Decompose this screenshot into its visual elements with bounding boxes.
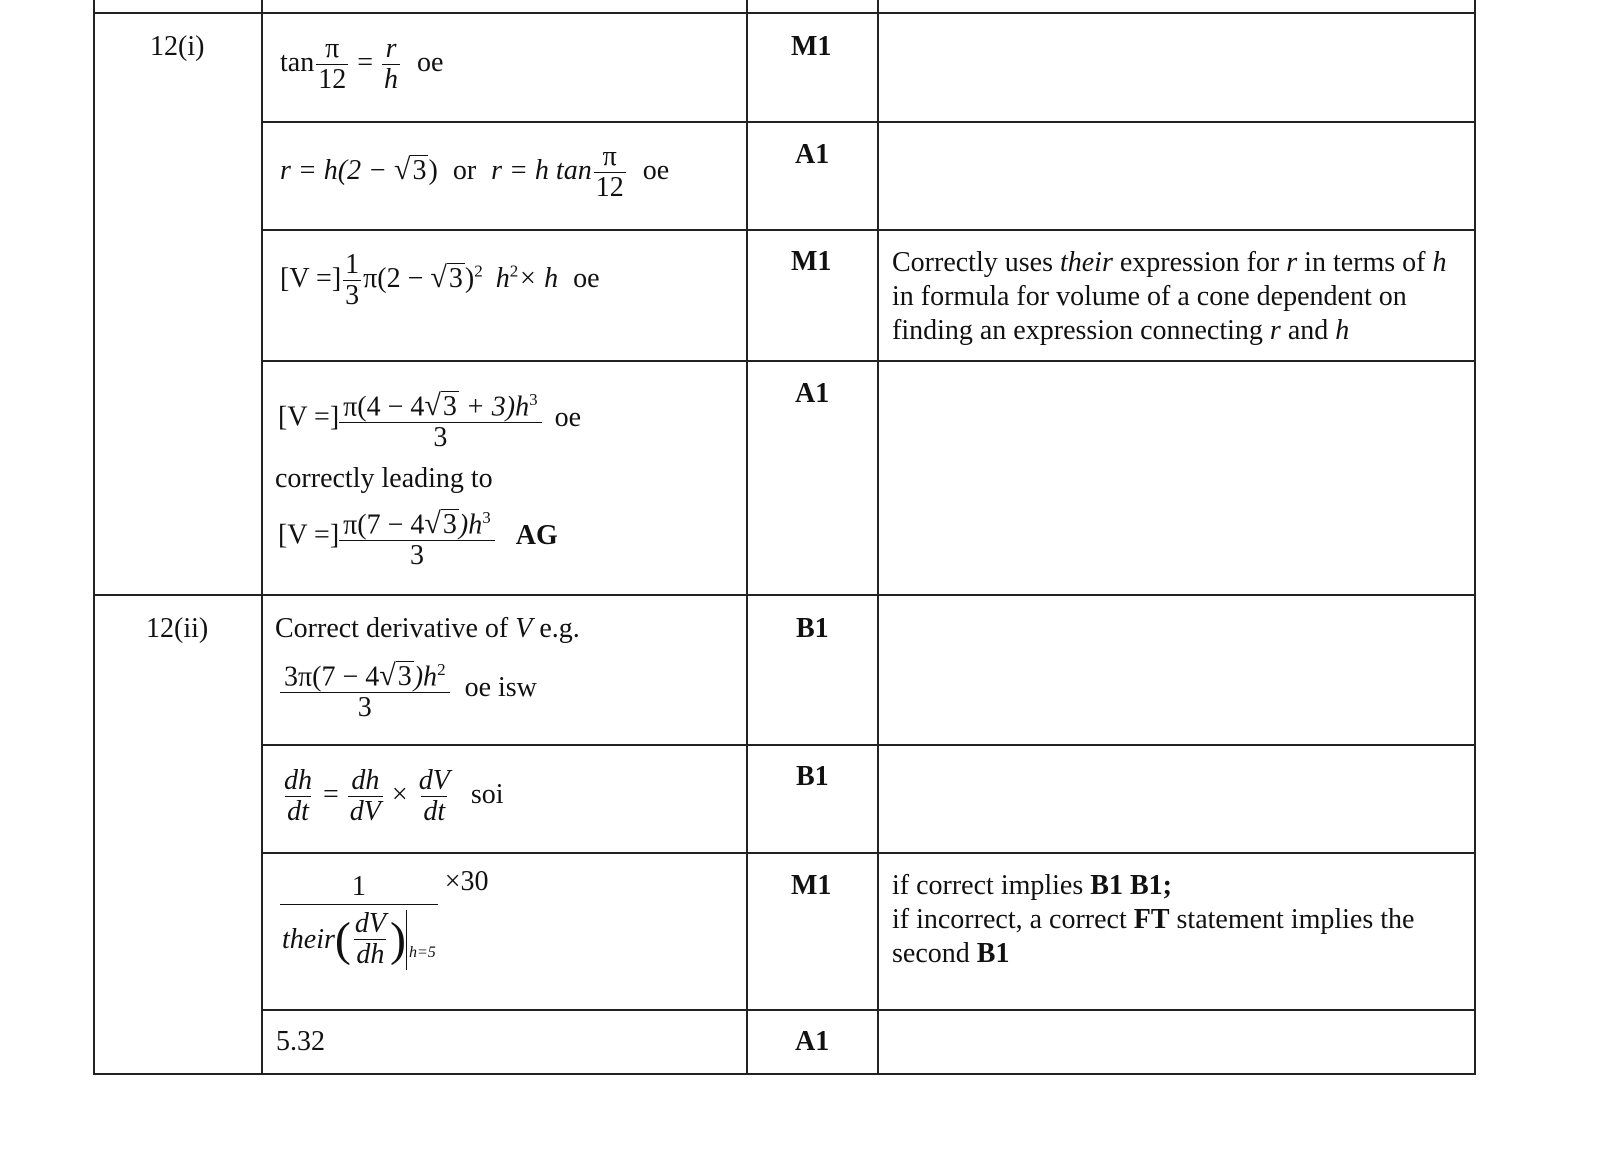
superscript: 3 (529, 390, 538, 409)
fraction-numerator: 1 (345, 249, 360, 280)
sqrt-radicand: 3 (442, 391, 457, 423)
row-divider (261, 360, 1476, 362)
answer-text: π(4 − 4 (343, 391, 425, 423)
question-number: 12(ii) (146, 613, 209, 644)
fraction (341, 503, 493, 571)
answer-suffix: oe (554, 401, 582, 433)
equals-sign: = (357, 46, 374, 78)
fraction-denominator: their ( $\frac{dV}{dh}$ ) h=5 (280, 904, 438, 970)
fraction-denominator: 3 (339, 422, 541, 453)
fraction (316, 34, 348, 95)
sqrt-radicand: 3 (448, 262, 463, 294)
guidance-segment: if correct implies (892, 870, 1091, 901)
superscript: 2 (437, 660, 446, 679)
fraction-denominator: dV (349, 796, 381, 827)
answer-suffix: soi (470, 778, 504, 810)
guidance-line (892, 903, 1467, 971)
guidance-segment: h (1335, 315, 1350, 346)
answer-suffix: AG (515, 519, 558, 551)
column-divider-marks (746, 0, 748, 1075)
guidance-segment: r (1286, 247, 1298, 278)
answer-value: 5.32 (276, 1026, 325, 1057)
fraction-denominator: dh (356, 939, 385, 970)
fraction (594, 142, 626, 203)
answer-expression (280, 655, 537, 723)
fraction-numerator: π (325, 33, 340, 64)
fraction (282, 655, 448, 723)
guidance-segment: Correctly uses (892, 247, 1060, 278)
fraction (353, 909, 388, 970)
fraction-denominator: 3 (280, 692, 450, 723)
guidance-text (892, 869, 1467, 971)
row-divider (261, 852, 1476, 854)
guidance-segment: B1 (976, 938, 1010, 969)
mark-code: B1 (796, 761, 829, 792)
fraction-denominator: dt (287, 796, 309, 827)
guidance-segment: statement implies the second (892, 904, 1415, 969)
guidance-segment: if incorrect, a correct (892, 904, 1134, 935)
sqrt-radicand: 3 (397, 661, 412, 693)
answer-text: V (515, 613, 533, 644)
guidance-segment: and (1280, 315, 1336, 346)
answer-prefix: tan (280, 46, 315, 78)
fraction-numerator: r (385, 33, 397, 64)
fraction-denominator: 12 (595, 172, 624, 203)
fraction-numerator: dh (284, 765, 312, 796)
answer-text: ×30 (444, 866, 489, 897)
answer-expression (280, 766, 504, 827)
answer-expression (280, 34, 443, 95)
answer-text: Correct derivative of (275, 613, 516, 644)
sqrt-radicand: 3 (442, 509, 457, 541)
mark-code: B1 (796, 613, 829, 644)
question-number: 12(i) (150, 31, 205, 62)
answer-expression (278, 385, 581, 453)
answer-expression (280, 142, 669, 203)
fraction-numerator: 1 (351, 871, 366, 902)
mark-code: A1 (795, 1026, 830, 1057)
sqrt: √ 3 (430, 260, 463, 294)
answer-expression (280, 250, 600, 311)
guidance-text (892, 246, 1462, 348)
answer-text: ) (464, 262, 475, 294)
table-border-bottom (93, 1073, 1476, 1075)
answer-suffix: oe (573, 262, 600, 294)
sqrt-radicand: 3 (412, 154, 427, 186)
answer-expression (278, 503, 558, 571)
row-divider (93, 12, 1476, 14)
fraction (280, 870, 438, 970)
mark-code: A1 (795, 378, 830, 409)
answer-prefix: [V =] (280, 262, 342, 294)
sqrt: √ 3 (379, 659, 412, 693)
answer-line (275, 612, 580, 646)
row-divider (261, 744, 1476, 746)
answer-text: + 3)h (458, 391, 530, 423)
fraction-denominator: 3 (345, 280, 360, 311)
fraction (343, 250, 361, 311)
fraction-numerator: dV (418, 765, 450, 796)
evaluation-subscript: h=5 (408, 944, 436, 961)
answer-prefix: [V =] (278, 519, 340, 551)
fraction (348, 766, 383, 827)
answer-text: (2 − (377, 262, 431, 294)
table-border-left (93, 0, 95, 1075)
guidance-segment: their (1059, 247, 1113, 278)
fraction-numerator (341, 503, 493, 540)
answer-text: ) (428, 154, 438, 186)
sqrt: √ 3 (424, 507, 457, 541)
table-border-right (1474, 0, 1476, 1075)
row-divider (261, 1009, 1476, 1011)
fraction-numerator: dV (354, 908, 386, 939)
guidance-segment: in formula for volume of a cone dependent on finding an expression connecting (892, 281, 1407, 346)
answer-text: π(7 − 4 (343, 509, 425, 541)
mark-code: M1 (791, 31, 832, 62)
fraction-numerator: dh (351, 765, 380, 796)
guidance-segment: in terms of (1297, 247, 1433, 278)
fraction-denominator: 12 (318, 64, 347, 95)
answer-expression (280, 866, 489, 970)
superscript: 3 (482, 508, 491, 527)
times-sign: × (391, 778, 408, 810)
answer-text: e.g. (532, 613, 580, 644)
superscript: 2 (474, 261, 483, 281)
sqrt: √ 3 (394, 152, 427, 186)
superscript: 2 (509, 261, 519, 281)
mark-code: M1 (791, 870, 832, 901)
fraction-numerator (282, 655, 448, 692)
column-divider-answer (261, 0, 263, 1075)
fraction (382, 34, 400, 95)
answer-middle-text: correctly leading to (275, 463, 493, 494)
answer-prefix: [V =] (278, 401, 340, 433)
answer-text: × h (518, 262, 559, 294)
their-word: their (282, 923, 335, 955)
guidance-segment: FT (1133, 904, 1170, 935)
column-divider-guidance (877, 0, 879, 1075)
answer-text: r = h tan (491, 154, 592, 186)
guidance-segment: r (1269, 315, 1281, 346)
row-divider (261, 229, 1476, 231)
fraction-denominator: dt (423, 796, 446, 827)
pi-symbol: π (363, 262, 378, 294)
answer-text: r = h(2 − (280, 154, 395, 186)
answer-text: 3π(7 − 4 (284, 661, 380, 693)
answer-or: or (452, 154, 477, 186)
guidance-segment: expression for (1112, 247, 1287, 278)
mark-code: A1 (795, 139, 830, 170)
guidance-segment: h (1432, 247, 1447, 278)
answer-suffix: oe isw (464, 671, 537, 703)
fraction-numerator (341, 385, 539, 422)
mark-code: M1 (791, 246, 832, 277)
fraction-denominator: 3 (339, 540, 495, 571)
sqrt: √ 3 (424, 389, 457, 423)
row-divider (93, 594, 1476, 596)
row-divider (261, 121, 1476, 123)
guidance-segment: B1 B1; (1090, 870, 1172, 901)
guidance-line (892, 869, 1467, 903)
fraction-denominator: h (384, 64, 399, 95)
equals-sign: = (323, 778, 339, 810)
fraction-numerator: π (602, 141, 617, 172)
answer-suffix: oe (642, 154, 670, 186)
fraction (341, 385, 539, 453)
fraction (417, 766, 452, 827)
fraction (282, 766, 314, 827)
answer-text: )h (413, 661, 438, 693)
answer-text: )h (458, 509, 483, 541)
answer-suffix: oe (417, 46, 444, 78)
answer-text: h (495, 262, 510, 294)
